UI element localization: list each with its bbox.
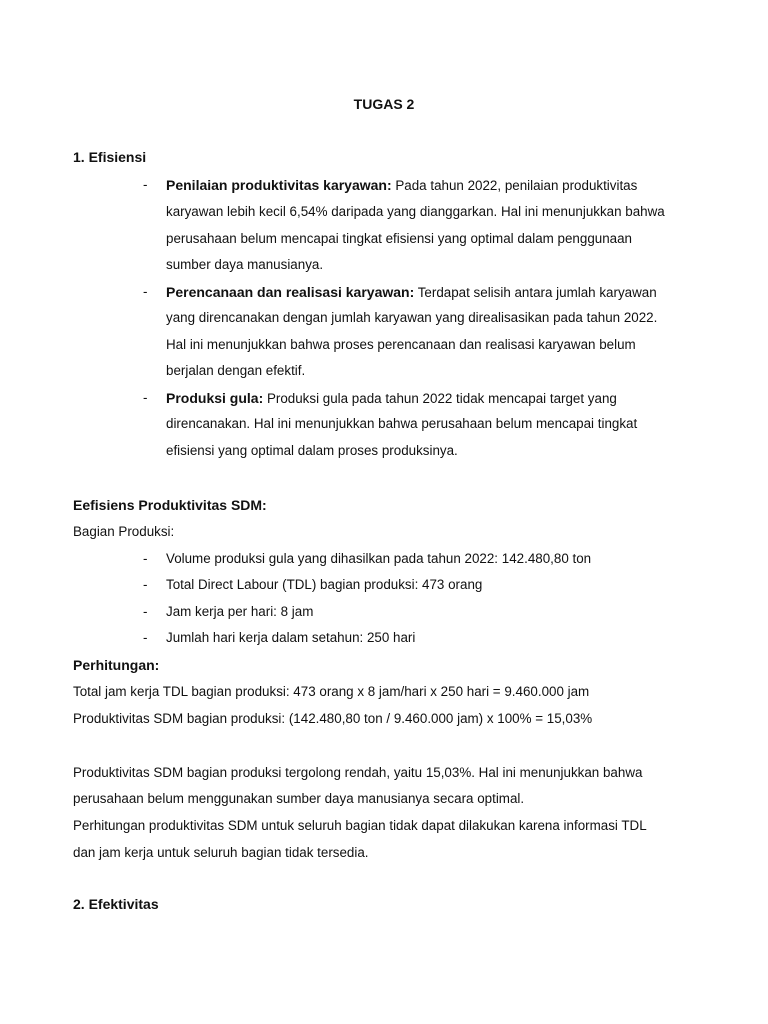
list-item-text: perusahaan belum mencapai tingkat efisiensi yang optimal dalam penggunaan: [166, 231, 633, 246]
conclusion-line: Produktivitas SDM bagian produksi tergolong rendah, yaitu 15,03%. Hal ini menunjukkan bahwa: [73, 765, 643, 780]
list-dash: -: [143, 577, 148, 592]
list-item-line: [166, 390, 617, 406]
section-heading-sdm: Eefisiens Produktivitas SDM:: [73, 497, 267, 513]
section-heading-efisiensi: 1. Efisiensi: [73, 149, 147, 165]
list-dash: -: [143, 604, 148, 619]
calculation-line: Produktivitas SDM bagian produksi: (142.480,80 ton / 9.460.000 jam) x 100% = 15,03%: [73, 711, 593, 726]
list-item-text: Produksi gula pada tahun 2022 tidak mencapai target yang: [263, 391, 617, 406]
conclusion-line: Perhitungan produktivitas SDM untuk seluruh bagian tidak dapat dilakukan karena informasi TDL: [73, 818, 647, 833]
conclusion-line: perusahaan belum menggunakan sumber daya manusianya secara optimal.: [73, 791, 525, 806]
conclusion-line: dan jam kerja untuk seluruh bagian tidak tersedia.: [73, 845, 369, 860]
list-dash: -: [143, 284, 148, 299]
calculation-line: Total jam kerja TDL bagian produksi: 473 orang x 8 jam/hari x 250 hari = 9.460.000 jam: [73, 684, 590, 699]
list-item-text: efisiensi yang optimal dalam proses produksinya.: [166, 443, 458, 458]
list-item-text: Terdapat selisih antara jumlah karyawan: [414, 285, 657, 300]
list-item-label: Penilaian produktivitas karyawan:: [166, 177, 392, 193]
document-title: TUGAS 2: [353, 96, 415, 112]
list-item-text: Jumlah hari kerja dalam setahun: 250 hari: [166, 630, 416, 645]
section-heading-perhitungan: Perhitungan:: [73, 657, 160, 673]
section-heading-efektivitas: 2. Efektivitas: [73, 896, 159, 912]
list-dash: -: [143, 551, 148, 566]
list-item-label: Perencanaan dan realisasi karyawan:: [166, 284, 415, 300]
list-dash: -: [143, 630, 148, 645]
subheading-bagian-produksi: Bagian Produksi:: [73, 524, 175, 539]
list-dash: -: [143, 177, 148, 192]
list-item-text: Hal ini menunjukkan bahwa proses perencanaan dan realisasi karyawan belum: [166, 337, 636, 352]
list-dash: -: [143, 390, 148, 405]
list-item-text: sumber daya manusianya.: [166, 257, 324, 272]
list-item-text: Jam kerja per hari: 8 jam: [166, 604, 314, 619]
list-item-line: [166, 284, 657, 300]
list-item-text: Volume produksi gula yang dihasilkan pada tahun 2022: 142.480,80 ton: [166, 551, 592, 566]
list-item-label: Produksi gula:: [166, 390, 264, 406]
list-item-text: karyawan lebih kecil 6,54% daripada yang dianggarkan. Hal ini menunjukkan bahwa: [166, 204, 665, 219]
list-item-text: yang direncanakan dengan jumlah karyawan yang direalisasikan pada tahun 2022.: [166, 310, 658, 325]
list-item-text: Pada tahun 2022, penilaian produktivitas: [391, 178, 638, 193]
list-item-text: direncanakan. Hal ini menunjukkan bahwa perusahaan belum mencapai tingkat: [166, 416, 638, 431]
list-item-text: berjalan dengan efektif.: [166, 363, 306, 378]
list-item-text: Total Direct Labour (TDL) bagian produksi: 473 orang: [166, 577, 483, 592]
list-item-line: [166, 177, 637, 193]
